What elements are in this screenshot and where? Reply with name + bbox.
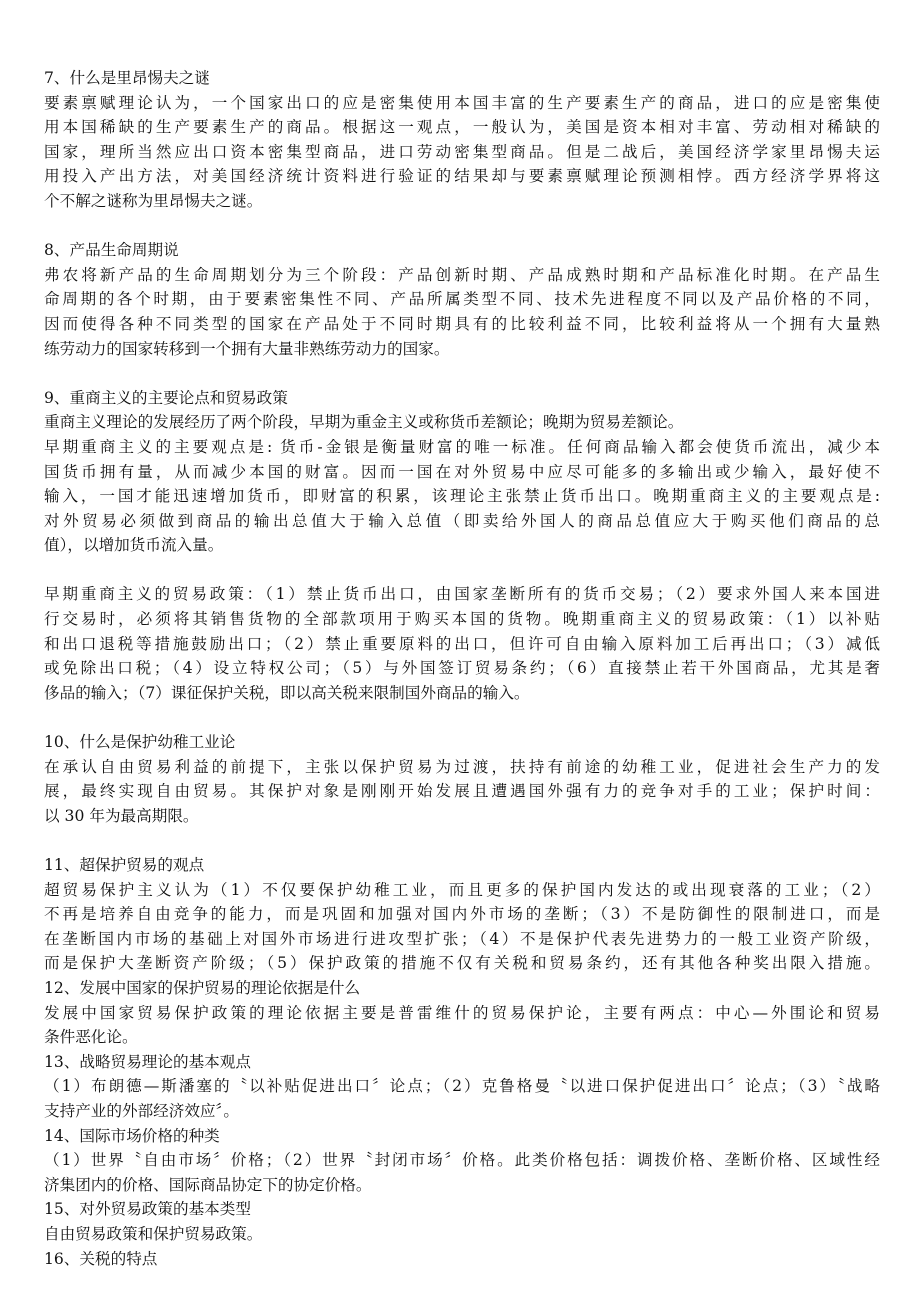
section-heading: 16、关税的特点 (44, 1249, 158, 1268)
section-heading: 7、什么是里昂惕夫之谜 (44, 69, 210, 87)
paragraph-line: 支持产业的外部经济效应〞。 (44, 1101, 239, 1120)
paragraph-line: 练劳动力的国家转移到一个拥有大量非熟练劳动力的国家。 (44, 339, 450, 358)
paragraph-line: 个不解之谜称为里昂惕夫之谜。 (44, 191, 263, 210)
paragraph-line: （1）世界〝自由市场〞价格；（2）世界〝封闭市场〞价格。此类价格包括：调拨价格、垄断价格、区域性经 (44, 1151, 880, 1170)
paragraph-line: （1）布朗德—斯潘塞的〝以补贴促进出口〞论点；（2）克鲁格曼〝以进口保护促进出口〞论点；（3）〝战略 (44, 1077, 880, 1096)
spacer (44, 828, 880, 853)
paragraph-line: 行交易时，必须将其销售货物的全部款项用于购买本国的货物。晚期重商主义的贸易政策：（1）以补贴 (44, 610, 880, 629)
paragraph-line: 济集团内的价格、国际商品协定下的协定价格。 (44, 1175, 372, 1194)
section-heading: 14、国际市场价格的种类 (44, 1126, 220, 1145)
section-heading: 15、对外贸易政策的基本类型 (44, 1200, 251, 1219)
paragraph-line: 值），以增加货币流入量。 (44, 536, 224, 555)
paragraph-line: 国货币拥有量，从而减少本国的财富。因而一国在对外贸易中应尽可能多的多输出或少输入，最好使不 (44, 462, 880, 481)
paragraph-line: 或免除出口税；（4）设立特权公司；（5）与外国签订贸易条约；（6）直接禁止若干外国商品，尤其是奢 (44, 659, 880, 678)
section-heading: 12、发展中国家的保护贸易的理论依据是什么 (44, 978, 361, 997)
paragraph-line: 国家，理所当然应出口资本密集型商品，进口劳动密集型商品。但是二战后，美国经济学家里昂惕夫运 (44, 142, 880, 161)
paragraph-line: 要素禀赋理论认为，一个国家出口的应是密集使用本国丰富的生产要素生产的商品，进口的应是密集使 (44, 93, 880, 112)
paragraph-line: 侈品的输入；（7）课征保护关税，即以高关税来限制国外商品的输入。 (44, 683, 530, 702)
paragraph-line: 发展中国家贸易保护政策的理论依据主要是普雷维什的贸易保护论，主要有两点：中心—外围论和贸易 (44, 1003, 880, 1022)
section-heading: 10、什么是保护幼稚工业论 (44, 733, 236, 752)
section-heading: 9、重商主义的主要论点和贸易政策 (44, 388, 288, 407)
section-heading: 11、超保护贸易的观点 (44, 856, 205, 874)
paragraph-line: 对外贸易必须做到商品的输出总值大于输入总值（即卖给外国人的商品总值应大于购买他们商品的总 (44, 511, 880, 530)
paragraph-line: 弗农将新产品的生命周期划分为三个阶段：产品创新时期、产品成熟时期和产品标准化时期。在产品生 (44, 265, 880, 284)
spacer (44, 361, 880, 386)
paragraph-line: 和出口退税等措施鼓励出口；（2）禁止重要原料的出口，但许可自由输入原料加工后再出口；（3）减低 (44, 634, 880, 653)
paragraph-line: 输入，一国才能迅速增加货币，即财富的积累，该理论主张禁止货币出口。晚期重商主义的主要观点是: (44, 487, 880, 506)
paragraph-line: 不再是培养自由竞争的能力，而是巩固和加强对国内外市场的垄断；（3）不是防御性的限制进口，而是 (44, 905, 880, 924)
paragraph-line: 而是保护大垄断资产阶级；（5）保护政策的措施不仅有关税和贸易条约，还有其他各种奖出限入措施。 (44, 954, 880, 973)
paragraph-line: 早期重商主义的贸易政策：（1）禁止货币出口，由国家垄断所有的货币交易；（2）要求外国人来本国进 (44, 585, 880, 604)
paragraph-line: 早期重商主义的主要观点是: 货币-金银是衡量财富的唯一标准。任何商品输入都会使货币流出，减少本 (44, 437, 880, 456)
paragraph-line: 因而使得各种不同类型的国家在产品处于不同时期具有的比较利益不同，比较利益将从一个拥有大量熟 (44, 314, 880, 333)
section-heading: 13、战略贸易理论的基本观点 (44, 1052, 251, 1071)
section-heading: 8、产品生命周期说 (44, 241, 179, 260)
paragraph-line: 用投入产出方法，对美国经济统计资料进行验证的结果却与要素禀赋理论预测相悖。西方经济学界将这 (44, 167, 880, 186)
paragraph-line: 用本国稀缺的生产要素生产的商品。根据这一观点，一般认为，美国是资本相对丰富、劳动相对稀缺的 (44, 118, 880, 137)
paragraph-line: 重商主义理论的发展经历了两个阶段，早期为重金主义或称货币差额论；晚期为贸易差额论。 (44, 413, 684, 432)
paragraph-line: 以 30 年为最高期限。 (44, 806, 199, 825)
spacer (44, 214, 880, 239)
paragraph-line: 在垄断国内市场的基础上对国外市场进行进攻型扩张；（4）不是保护代表先进势力的一般工业资产阶级， (44, 929, 880, 948)
paragraph-line: 在承认自由贸易利益的前提下，主张以保护贸易为过渡，扶持有前途的幼稚工业，促进社会生产力的发 (44, 757, 880, 776)
paragraph-line: 命周期的各个时期，由于要素密集性不同、产品所属类型不同、技术先进程度不同以及产品价格的不同， (44, 290, 880, 309)
paragraph-line: 条件恶化论。 (44, 1028, 138, 1047)
paragraph-line: 展，最终实现自由贸易。其保护对象是刚刚开始发展且遭遇国外强有力的竞争对手的工业；保护时间： (44, 782, 880, 801)
document-page (44, 66, 880, 1271)
paragraph-line: 自由贸易政策和保护贸易政策。 (44, 1224, 263, 1243)
paragraph-line: 超贸易保护主义认为（1）不仅要保护幼稚工业，而且更多的保护国内发达的或出现衰落的工业；（2） (44, 880, 880, 899)
spacer (44, 558, 880, 583)
spacer (44, 705, 880, 730)
